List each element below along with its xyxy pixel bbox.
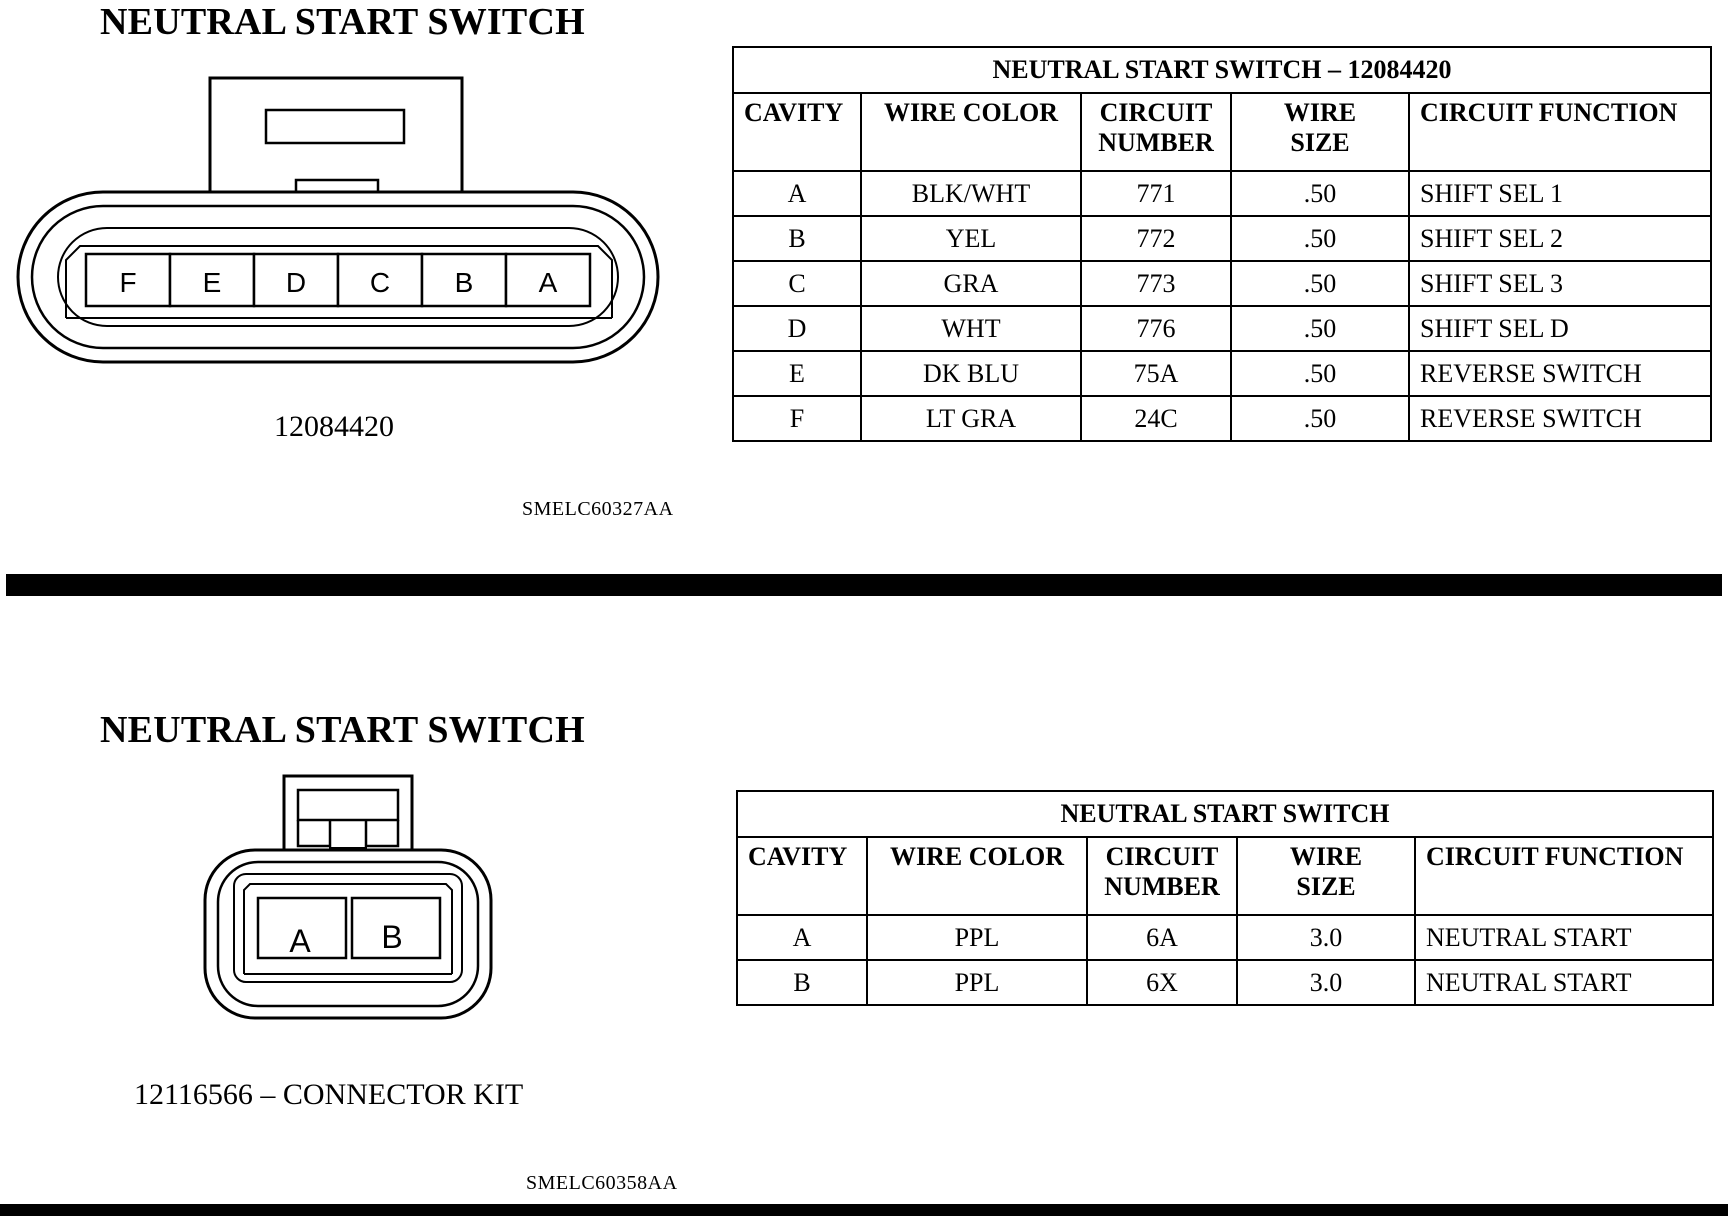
cell-circuit-number: 75A — [1081, 351, 1231, 396]
table-title: NEUTRAL START SWITCH — [737, 791, 1713, 837]
cavity-label-a: A — [289, 923, 311, 959]
cell-cavity: B — [733, 216, 861, 261]
cell-circuit-number: 6X — [1087, 960, 1237, 1005]
cell-wire-size: 3.0 — [1237, 960, 1415, 1005]
table-header-row — [737, 837, 1713, 915]
cell-circuit-function: SHIFT SEL D — [1409, 306, 1711, 351]
cell-wire-size: .50 — [1231, 306, 1409, 351]
col-wire-color: WIRE COLOR — [867, 837, 1087, 915]
cell-circuit-function: REVERSE SWITCH — [1409, 351, 1711, 396]
table-header-row — [733, 93, 1711, 171]
cell-circuit-function: SHIFT SEL 2 — [1409, 216, 1711, 261]
cell-wire-color: BLK/WHT — [861, 171, 1081, 216]
cell-wire-size: .50 — [1231, 351, 1409, 396]
section-2-heading: NEUTRAL START SWITCH — [100, 709, 585, 751]
cavity-label-f: F — [119, 267, 137, 298]
cell-cavity: A — [733, 171, 861, 216]
cavity-label-b: B — [454, 267, 474, 298]
cavity-label-d: D — [285, 267, 307, 298]
section-1-ref-code: SMELC60327AA — [522, 498, 674, 520]
cell-cavity: A — [737, 915, 867, 960]
cell-cavity: D — [733, 306, 861, 351]
connector-2-cavity-diagram — [0, 0, 680, 1216]
cell-wire-color: DK BLU — [861, 351, 1081, 396]
table-row — [733, 261, 1711, 306]
cell-wire-color: WHT — [861, 306, 1081, 351]
cell-circuit-function: REVERSE SWITCH — [1409, 396, 1711, 441]
cell-wire-size: .50 — [1231, 171, 1409, 216]
cell-circuit-number: 6A — [1087, 915, 1237, 960]
cell-wire-color: YEL — [861, 216, 1081, 261]
cell-wire-color: GRA — [861, 261, 1081, 306]
col-circuit-function: CIRCUIT FUNCTION — [1415, 837, 1713, 915]
cell-cavity: F — [733, 396, 861, 441]
col-circuit-function: CIRCUIT FUNCTION — [1409, 93, 1711, 171]
cavity-label-a: A — [538, 267, 558, 298]
cell-wire-color: PPL — [867, 915, 1087, 960]
table-row — [733, 306, 1711, 351]
cell-circuit-function: NEUTRAL START — [1415, 915, 1713, 960]
cell-cavity: C — [733, 261, 861, 306]
col-cavity: CAVITY — [733, 93, 861, 171]
table-row — [737, 960, 1713, 1005]
section-1-heading: NEUTRAL START SWITCH — [100, 1, 585, 43]
cell-circuit-number: 771 — [1081, 171, 1231, 216]
table-row — [733, 396, 1711, 441]
col-wire-color: WIRE COLOR — [861, 93, 1081, 171]
pinout-table-neutral-start — [736, 790, 1714, 1006]
col-circuit-number: CIRCUIT NUMBER — [1087, 837, 1237, 915]
col-circuit-number: CIRCUIT NUMBER — [1081, 93, 1231, 171]
table-title: NEUTRAL START SWITCH – 12084420 — [733, 47, 1711, 93]
cell-wire-size: .50 — [1231, 396, 1409, 441]
bottom-rule — [0, 1204, 1728, 1216]
table-row — [733, 351, 1711, 396]
pinout-table-12084420 — [732, 46, 1712, 442]
section-2-part-number: 12116566 – CONNECTOR KIT — [134, 1078, 524, 1111]
cell-wire-color: LT GRA — [861, 396, 1081, 441]
cell-circuit-function: SHIFT SEL 3 — [1409, 261, 1711, 306]
cell-circuit-number: 776 — [1081, 306, 1231, 351]
cell-cavity: B — [737, 960, 867, 1005]
section-2-ref-code: SMELC60358AA — [526, 1172, 678, 1194]
cavity-label-b: B — [381, 919, 403, 955]
cell-wire-color: PPL — [867, 960, 1087, 1005]
cell-cavity: E — [733, 351, 861, 396]
cell-circuit-number: 24C — [1081, 396, 1231, 441]
col-wire-size: WIRE SIZE — [1231, 93, 1409, 171]
cell-wire-size: 3.0 — [1237, 915, 1415, 960]
cavity-label-c: C — [369, 267, 391, 298]
cell-wire-size: .50 — [1231, 261, 1409, 306]
section-1-part-number: 12084420 — [274, 410, 394, 443]
table-row — [737, 915, 1713, 960]
cavity-label-e: E — [202, 267, 222, 298]
cell-circuit-number: 772 — [1081, 216, 1231, 261]
col-wire-size: WIRE SIZE — [1237, 837, 1415, 915]
table-row — [733, 171, 1711, 216]
col-cavity: CAVITY — [737, 837, 867, 915]
cell-circuit-function: NEUTRAL START — [1415, 960, 1713, 1005]
table-row — [733, 216, 1711, 261]
cell-circuit-number: 773 — [1081, 261, 1231, 306]
cell-wire-size: .50 — [1231, 216, 1409, 261]
cell-circuit-function: SHIFT SEL 1 — [1409, 171, 1711, 216]
